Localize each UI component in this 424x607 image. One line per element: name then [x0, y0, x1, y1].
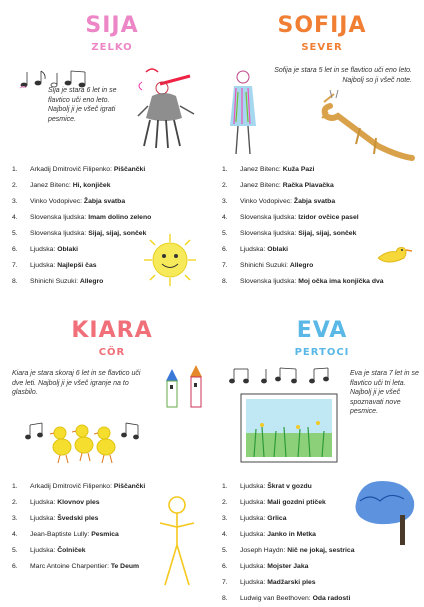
description: Kiara je stara skoraj 6 let in se flavtico uči dve leti. Najbolj ji je všeč igranje na to glasbilo. — [12, 370, 141, 396]
list-item — [222, 559, 422, 575]
item-title: Nič ne jokaj, sestrica — [287, 547, 355, 554]
item-author: Ljudska: — [30, 515, 58, 522]
item-number: 2. — [12, 499, 18, 506]
item-author: Ljudska: — [240, 579, 268, 586]
last-name: SEVER — [301, 42, 343, 53]
description: Sofija je stara 5 let in se flavtico uči eno leto. Najbolj so ji všeč note. — [274, 67, 412, 84]
item-author: Ljudska: — [240, 563, 268, 570]
item-number: 8. — [12, 278, 18, 285]
item-author: Shinichi Suzuki: — [240, 262, 290, 269]
item-title: Allegro — [289, 262, 314, 269]
description: Sija je stara 6 let in se flavtico uči eno leto. Najbolj ji je všeč igrati pesmice. — [48, 87, 117, 123]
item-number: 1. — [222, 483, 228, 490]
list-item — [222, 162, 422, 178]
song-list — [222, 162, 422, 290]
item-title: Najlepši čas — [57, 262, 97, 269]
item-author: Slovenska ljudska: — [30, 230, 89, 237]
description: Eva je stara 7 let in se flavtico uči tri leta. Najbolj ji je všeč spoznavati nove pesmice. — [350, 370, 419, 415]
item-number: 2. — [222, 499, 228, 506]
item-title: Grlica — [267, 515, 287, 522]
first-name: SOFIJA — [277, 13, 367, 38]
list-item — [222, 591, 422, 607]
item-number: 1. — [12, 483, 18, 490]
list-item — [222, 178, 422, 194]
item-title: Izidor ovčice pasel — [298, 214, 359, 221]
list-item — [12, 178, 212, 194]
duck-drawing — [372, 240, 416, 266]
item-number: 3. — [12, 198, 18, 205]
list-item — [222, 543, 422, 559]
item-author: Joseph Haydn: — [240, 547, 288, 554]
item-number: 5. — [222, 547, 228, 554]
item-author: Slovenska ljudska: — [30, 214, 89, 221]
item-author: Ludwig van Beethoven: — [240, 595, 313, 602]
item-title: Hi, konjiček — [72, 182, 111, 189]
item-title: Škrat v gozdu — [267, 483, 312, 490]
item-author: Ljudska: — [240, 531, 268, 538]
item-title: Račka Plavačka — [282, 182, 334, 189]
item-author: Slovenska ljudska: — [240, 278, 299, 285]
item-number: 3. — [12, 515, 18, 522]
list-item — [222, 575, 422, 591]
item-author: Ljudska: — [30, 499, 58, 506]
item-number: 1. — [222, 166, 228, 173]
item-title: Allegro — [79, 278, 104, 285]
item-number: 7. — [222, 579, 228, 586]
item-title: Čolniček — [57, 547, 86, 554]
item-number: 4. — [222, 214, 228, 221]
item-number: 6. — [12, 563, 18, 570]
drawing-area — [222, 62, 422, 162]
item-title: Madžarski ples — [267, 579, 316, 586]
list-item — [222, 194, 422, 210]
item-author: Ljudska: — [240, 246, 268, 253]
blue-tree-drawing — [350, 475, 420, 545]
last-name: PERTOCI — [294, 347, 350, 358]
first-name: EVA — [296, 318, 348, 343]
item-number: 4. — [222, 531, 228, 538]
item-author: Janez Bitenc: — [30, 182, 73, 189]
item-author: Janez Bitenc: — [240, 166, 283, 173]
item-author: Shinichi Suzuki: — [30, 278, 80, 285]
item-author: Ljudska: — [240, 483, 268, 490]
item-number: 6. — [222, 563, 228, 570]
music-notes-drawing — [224, 365, 340, 387]
item-author: Ljudska: — [30, 262, 58, 269]
item-number: 5. — [222, 230, 228, 237]
item-title: Oblaki — [267, 246, 288, 253]
panel-sofija — [222, 10, 422, 290]
item-title: Sijaj, sijaj, sonček — [88, 230, 147, 237]
girl-drawing — [226, 68, 260, 158]
item-number: 6. — [12, 246, 18, 253]
towers-drawing — [160, 365, 210, 409]
item-author: Slovenska ljudska: — [240, 230, 299, 237]
item-number: 5. — [12, 230, 18, 237]
first-name: SIJA — [85, 13, 139, 38]
list-item — [12, 162, 212, 178]
item-title: Oda radosti — [312, 595, 351, 602]
item-title: Mali gozdni ptiček — [267, 499, 326, 506]
item-number: 4. — [12, 214, 18, 221]
list-item — [222, 210, 422, 226]
item-title: Moj očka ima konjička dva — [298, 278, 384, 285]
list-item — [222, 274, 422, 290]
last-name: ZELKO — [91, 42, 133, 53]
item-number: 7. — [12, 262, 18, 269]
item-author: Vinko Vodopivec: — [240, 198, 294, 205]
girl-drawing — [132, 62, 204, 152]
item-number: 1. — [12, 166, 18, 173]
list-item — [12, 194, 212, 210]
item-author: Ljudska: — [30, 547, 58, 554]
sun-drawing — [140, 232, 200, 288]
item-author: Arkadij Dmitrovič Filipenko: — [30, 483, 114, 490]
drawing-area — [12, 62, 212, 162]
item-title: Imam dolino zeleno — [88, 214, 152, 221]
drawing-area — [222, 365, 422, 479]
last-name: CÖR — [98, 347, 126, 358]
panel-sija — [12, 10, 212, 290]
panel-eva — [222, 315, 422, 607]
item-number: 2. — [12, 182, 18, 189]
item-title: Žabja svatba — [83, 198, 126, 205]
item-number: 2. — [222, 182, 228, 189]
item-author: Vinko Vodopivec: — [30, 198, 84, 205]
item-title: Janko in Metka — [267, 531, 316, 538]
item-title: Švedski ples — [57, 515, 99, 522]
drawing-area — [12, 365, 212, 479]
item-number: 3. — [222, 515, 228, 522]
item-title: Pesmica — [91, 531, 119, 538]
meadow-picture-drawing — [240, 393, 338, 463]
item-number: 4. — [12, 531, 18, 538]
item-number: 3. — [222, 198, 228, 205]
item-title: Piščančki — [113, 166, 146, 173]
item-number: 5. — [12, 547, 18, 554]
stick-figure-drawing — [152, 493, 202, 589]
item-author: Slovenska ljudska: — [240, 214, 299, 221]
item-title: Te Deum — [110, 563, 140, 570]
item-number: 6. — [222, 246, 228, 253]
item-title: Kuža Pazi — [282, 166, 315, 173]
item-author: Arkadij Dmitrovič Filipenko: — [30, 166, 114, 173]
list-item — [12, 210, 212, 226]
item-title: Sijaj, sijaj, sonček — [298, 230, 357, 237]
item-author: Ljudska: — [240, 515, 268, 522]
item-number: 7. — [222, 262, 228, 269]
item-author: Ljudska: — [240, 499, 268, 506]
item-author: Marc Antoine Charpentier: — [30, 563, 111, 570]
item-number: 8. — [222, 595, 228, 602]
item-author: Jean-Baptiste Lully: — [30, 531, 92, 538]
chicks-drawing — [20, 417, 150, 473]
item-title: Oblaki — [57, 246, 78, 253]
item-number: 8. — [222, 278, 228, 285]
item-author: Ljudska: — [30, 246, 58, 253]
panel-kiara — [12, 315, 212, 575]
horse-drawing — [320, 88, 418, 162]
first-name: KIARA — [71, 318, 153, 343]
item-author: Janez Bitenc: — [240, 182, 283, 189]
item-title: Žabja svatba — [293, 198, 336, 205]
item-title: Klovnov ples — [57, 499, 100, 506]
item-title: Piščančki — [113, 483, 146, 490]
item-title: Mojster Jaka — [267, 563, 309, 570]
